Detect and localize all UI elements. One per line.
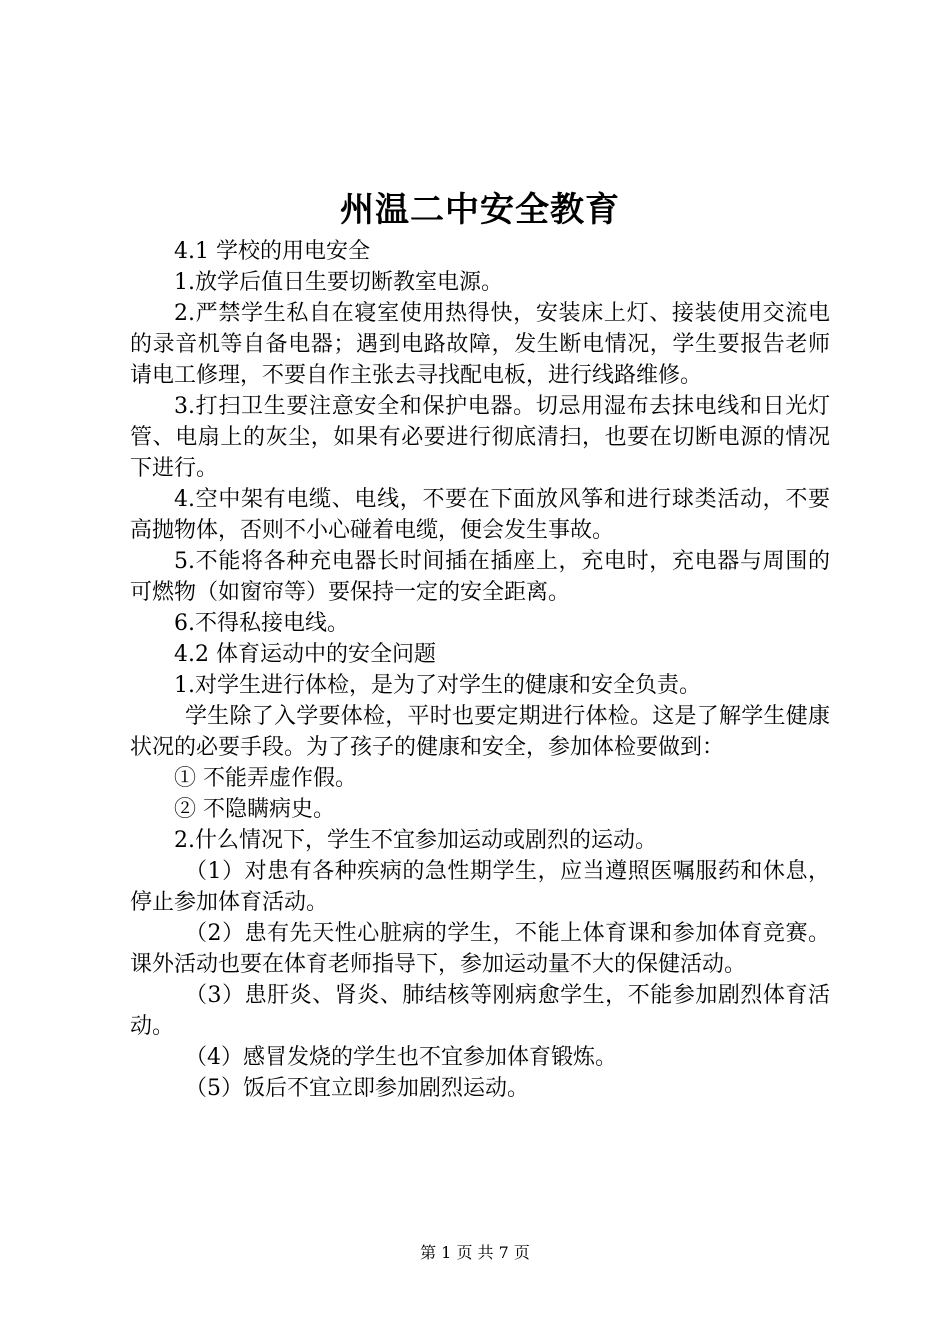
list-item: （1）对患有各种疾病的急性期学生，应当遵照医嘱服药和休息，停止参加体育活动。 [130, 859, 830, 915]
list-item: （2）患有先天性心脏病的学生，不能上体育课和参加体育竞赛。课外活动也要在体育老师指导下，参加运动量不大的保健活动。 [130, 921, 830, 977]
list-item: （4）感冒发烧的学生也不宜参加体育锻炼。 [185, 1045, 617, 1070]
section-heading-electricity: 4.1 学校的用电安全 [174, 239, 370, 264]
paragraph: 1.对学生进行体检，是为了对学生的健康和安全负责。 [174, 673, 701, 698]
list-item: （3）患肝炎、肾炎、肺结核等刚病愈学生，不能参加剧烈体育活动。 [130, 983, 830, 1039]
paragraph: 2.严禁学生私自在寝室使用热得快，安装床上灯、接装使用交流电的录音机等自备电器；遇到电路故障，发生断电情况，学生要报告老师请电工修理，不要自作主张去寻找配电板，进行线路维修。 [130, 301, 830, 388]
document-body [130, 236, 830, 1104]
paragraph: 2.什么情况下，学生不宜参加运动或剧烈的运动。 [174, 828, 657, 853]
page-number-footer: 第 1 页 共 7 页 [420, 1243, 530, 1262]
list-item: ① 不能弄虚作假。 [174, 766, 357, 791]
paragraph: 5.不能将各种充电器长时间插在插座上，充电时，充电器与周围的可燃物（如窗帘等）要保持一定的安全距离。 [130, 549, 830, 605]
paragraph: 4.空中架有电缆、电线，不要在下面放风筝和进行球类活动，不要高抛物体，否则不小心碰着电缆，便会发生事故。 [130, 487, 830, 543]
document-title: 州温二中安全教育 [340, 190, 620, 230]
paragraph: 学生除了入学要体检，平时也要定期进行体检。这是了解学生健康状况的必要手段。为了孩子的健康和安全，参加体检要做到： [130, 704, 830, 760]
paragraph: 6.不得私接电线。 [174, 611, 349, 636]
section-heading-sports: 4.2 体育运动中的安全问题 [174, 642, 436, 667]
list-item: （5）饭后不宜立即参加剧烈运动。 [185, 1076, 529, 1101]
paragraph: 3.打扫卫生要注意安全和保护电器。切忌用湿布去抹电线和日光灯管、电扇上的灰尘，如果有必要进行彻底清扫，也要在切断电源的情况下进行。 [130, 394, 830, 481]
list-item: ② 不隐瞒病史。 [174, 797, 335, 822]
document-page [130, 184, 830, 1104]
paragraph: 1.放学后值日生要切断教室电源。 [174, 270, 503, 295]
